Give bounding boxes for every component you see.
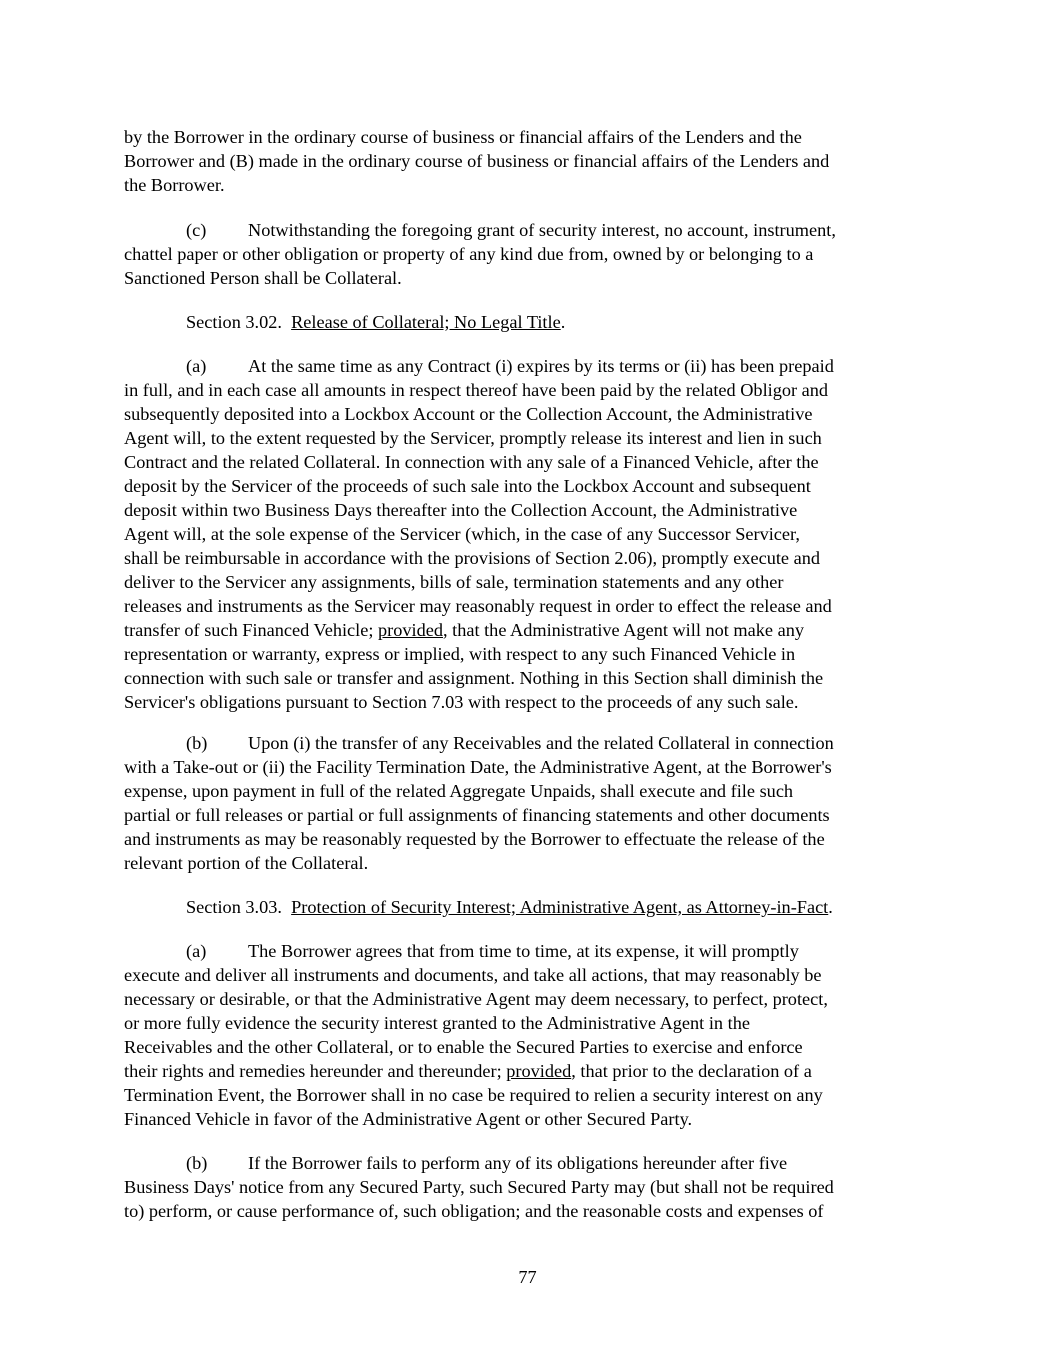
text-line: chattel paper or other obligation or property of any kind due from, owned by or belonging to a: [124, 244, 814, 264]
text-line: execute and deliver all instruments and documents, and take all actions, that may reasonably be: [124, 965, 822, 985]
paragraph-label: (a): [186, 356, 207, 376]
paragraph-3-03-a: [124, 939, 934, 1131]
paragraph-label: (b): [186, 1153, 208, 1173]
text-line: Termination Event, the Borrower shall in no case be required to relien a security interest on any: [124, 1085, 823, 1105]
section-heading-3-02: [124, 310, 934, 334]
text-line: in full, and in each case all amounts in respect thereof have been paid by the related Obligor and: [124, 380, 829, 400]
text-span: If the Borrower fails to perform any of its obligations hereunder after five: [248, 1153, 788, 1173]
text-line: deposit within two Business Days thereafter into the Collection Account, the Administrative: [124, 500, 798, 520]
text-line: Contract and the related Collateral. In connection with any sale of a Financed Vehicle, after the: [124, 452, 819, 472]
text-line: representation or warranty, express or implied, with respect to any such Financed Vehicle in: [124, 644, 796, 664]
text-line: Financed Vehicle in favor of the Administrative Agent or other Secured Party.: [124, 1109, 693, 1129]
text-line: Receivables and the other Collateral, or to enable the Secured Parties to exercise and enforce: [124, 1037, 803, 1057]
section-heading-3-03: [124, 895, 934, 919]
paragraph-label: (a): [186, 941, 207, 961]
text-line: the Borrower.: [124, 175, 225, 195]
paragraph-3-02-b: [124, 731, 934, 875]
text-line: or more fully evidence the security interest granted to the Administrative Agent in the: [124, 1013, 750, 1033]
text-line: relevant portion of the Collateral.: [124, 853, 369, 873]
text-line: necessary or desirable, or that the Administrative Agent may deem necessary, to perfect, protect,: [124, 989, 828, 1009]
text-line: deliver to the Servicer any assignments, bills of sale, termination statements and any other: [124, 572, 784, 592]
text-line: and instruments as may be reasonably requested by the Borrower to effectuate the release of the: [124, 829, 825, 849]
text-span: transfer of such Financed Vehicle;: [124, 620, 378, 640]
section-title: Protection of Security Interest; Administrative Agent, as Attorney-in-Fact: [291, 897, 829, 917]
text-line: by the Borrower in the ordinary course of business or financial affairs of the Lenders and the: [124, 127, 802, 147]
section-number: Section 3.03.: [186, 897, 282, 917]
text-line: [124, 939, 934, 963]
text-span: Notwithstanding the foregoing grant of security interest, no account, instrument,: [248, 220, 836, 240]
text-line: Servicer's obligations pursuant to Section 7.03 with respect to the proceeds of any such sale.: [124, 692, 799, 712]
heading-line: [124, 310, 934, 334]
provided-term: provided: [506, 1061, 572, 1081]
text-line: Agent will, to the extent requested by the Servicer, promptly release its interest and lien in such: [124, 428, 822, 448]
text-line: Sanctioned Person shall be Collateral.: [124, 268, 402, 288]
paragraph-label: (b): [186, 733, 208, 753]
text-line: expense, upon payment in full of the related Aggregate Unpaids, shall execute and file such: [124, 781, 794, 801]
paragraph-label: (c): [186, 220, 207, 240]
text-line: releases and instruments as the Servicer may reasonably request in order to effect the release and: [124, 596, 832, 616]
text-line: to) perform, or cause performance of, such obligation; and the reasonable costs and expenses of: [124, 1201, 824, 1221]
text-span: , that prior to the declaration of a: [571, 1061, 812, 1081]
heading-line: [124, 895, 934, 919]
section-title: Release of Collateral; No Legal Title: [291, 312, 561, 332]
text-line: partial or full releases or partial or full assignments of financing statements and other documents: [124, 805, 830, 825]
text-line: connection with such sale or transfer and assignment. Nothing in this Section shall diminish the: [124, 668, 824, 688]
text-line: [124, 218, 934, 242]
paragraph-3-02-a: [124, 354, 934, 714]
text-line: [124, 354, 934, 378]
section-number: Section 3.02.: [186, 312, 282, 332]
page-number: 77: [518, 1267, 537, 1287]
text-line: Borrower and (B) made in the ordinary course of business or financial affairs of the Lenders and: [124, 151, 830, 171]
text-span: , that the Administrative Agent will not make any: [442, 620, 804, 640]
paragraph-continuation: [124, 125, 934, 197]
paragraph-c: [124, 218, 934, 290]
provided-term: provided: [378, 620, 443, 640]
text-line: Agent will, at the sole expense of the Servicer (which, in the case of any Successor Servicer,: [124, 524, 800, 544]
text-line: shall be reimbursable in accordance with the provisions of Section 2.06), promptly execute and: [124, 548, 821, 568]
text-line: [124, 1059, 934, 1083]
text-span: The Borrower agrees that from time to time, at its expense, it will promptly: [248, 941, 799, 961]
text-line: Business Days' notice from any Secured Party, such Secured Party may (but shall not be required: [124, 1177, 834, 1197]
text-line: [124, 1151, 934, 1175]
section-title-period: .: [560, 312, 566, 332]
section-title-period: .: [828, 897, 833, 917]
text-span: At the same time as any Contract (i) expires by its terms or (ii) has been prepaid: [248, 356, 834, 376]
text-line: subsequently deposited into a Lockbox Account or the Collection Account, the Administrative: [124, 404, 813, 424]
text-line: deposit by the Servicer of the proceeds of such sale into the Lockbox Account and subsequent: [124, 476, 811, 496]
text-line: with a Take-out or (ii) the Facility Termination Date, the Administrative Agent, at the Borrower's: [124, 757, 832, 777]
text-line: [124, 618, 934, 642]
text-span: Upon (i) the transfer of any Receivables and the related Collateral in connection: [248, 733, 834, 753]
text-line: [124, 731, 934, 755]
text-span: their rights and remedies hereunder and thereunder;: [124, 1061, 507, 1081]
paragraph-3-03-b: [124, 1151, 934, 1223]
